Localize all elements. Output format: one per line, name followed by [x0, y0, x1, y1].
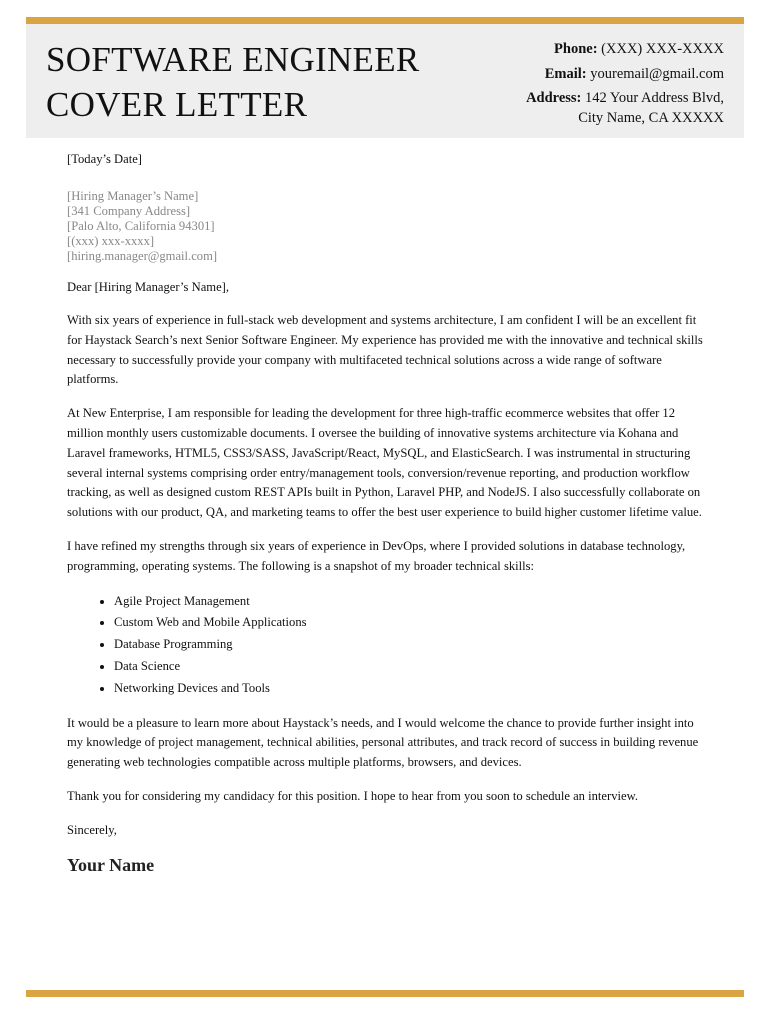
paragraph-skills-intro: I have refined my strengths through six years of experience in DevOps, where I provided solutions in database technology, programming, operating systems. The following is a snapshot of my broader technical skills: — [67, 538, 686, 573]
email-row — [526, 62, 724, 87]
contact-block — [526, 37, 724, 126]
paragraph-closing: It would be a pleasure to learn more about Haystack’s needs, and I would welcome the chance to provide further insight into my knowledge of project management, technical abilities, personal attributes, and track record of success in building revenue generating web technologies compatible across multiple platforms, browsers, and devices. — [67, 715, 699, 770]
signature-name: Your Name — [67, 855, 155, 876]
letter-body — [67, 150, 707, 876]
letter-date: [Today’s Date] — [67, 152, 143, 166]
address-line-1: 142 Your Address Blvd, — [585, 90, 724, 106]
document-title — [46, 37, 420, 127]
list-item: • Networking Devices and Tools — [114, 678, 707, 700]
title-line-1: SOFTWARE ENGINEER — [46, 40, 420, 79]
bottom-accent-rule — [26, 990, 744, 997]
list-item: • Custom Web and Mobile Applications — [114, 612, 707, 634]
email-label: Email: — [544, 65, 587, 82]
title-line-2: COVER LETTER — [46, 85, 308, 124]
recipient-email: [hiring.manager@gmail.com] — [67, 248, 218, 263]
phone-row — [526, 37, 724, 62]
address-row — [526, 90, 724, 106]
skills-list — [67, 591, 707, 700]
list-item: • Database Programming — [114, 634, 707, 656]
recipient-address: [341 Company Address] — [67, 203, 191, 218]
letter-header — [26, 24, 744, 138]
email-value: youremail@gmail.com — [590, 65, 724, 82]
sign-off: Sincerely, — [67, 822, 117, 837]
list-item: • Data Science — [114, 656, 707, 678]
address-row-2 — [526, 110, 724, 126]
paragraph-intro: With six years of experience in full-stack web development and systems architecture, I am confident I will be an excellent fit for Haystack Search’s next Senior Software Engineer. My experience has provided me with the innovative and technical skills necessary to successfully provide your company with multifaceted technical solutions across a wide range of software platforms. — [67, 313, 703, 387]
recipient-block — [67, 189, 707, 264]
paragraph-thanks: Thank you for considering my candidacy for this position. I hope to hear from you soon to schedule an interview. — [67, 788, 639, 803]
list-item: • Agile Project Management — [114, 591, 707, 613]
recipient-name: [Hiring Manager’s Name] — [67, 188, 199, 203]
recipient-city: [Palo Alto, California 94301] — [67, 218, 215, 233]
recipient-phone: [(xxx) xxx-xxxx] — [67, 233, 155, 248]
phone-value: (XXX) XXX-XXXX — [601, 41, 724, 57]
top-accent-rule — [26, 17, 744, 24]
phone-label: Phone: — [554, 41, 598, 57]
address-label: Address: — [526, 90, 582, 106]
salutation: Dear [Hiring Manager’s Name], — [67, 279, 230, 294]
paragraph-experience: At New Enterprise, I am responsible for leading the development for three high-traffic ecommerce websites that offer 12 million monthly users customizable documents. I oversee the building of innovative systems architecture via Kohana and Laravel frameworks, HTML5, CSS3/SASS, JavaScript/React, MySQL, and ElasticSearch. I was instrumental in structuring several internal systems comprising order entry/management tools, conversion/revenue reporting, and production workflow tracking, as well as designed custom REST APIs built in Python, Laravel PHP, and NodeJS. I also successfully collaborate on solutions with our product, QA, and marketing teams to offer the best user experience to build higher customer lifetime value. — [67, 406, 702, 520]
address-line-2: City Name, CA XXXXX — [578, 110, 724, 126]
